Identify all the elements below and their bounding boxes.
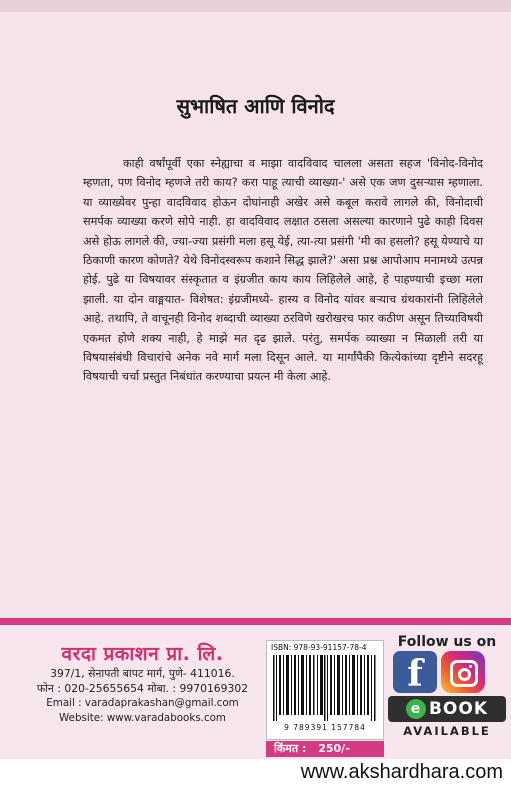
price-tag xyxy=(266,741,384,757)
isbn-label: ISBN: 978-93-91157-78-4 xyxy=(271,643,367,652)
instagram-icon xyxy=(441,651,485,693)
blurb-paragraph: काही वर्षांपूर्वी एका स्नेह्याचा व माझा वादविवाद चालला असता सहज 'विनोद-विनोद म्हणता, पण विनोद म्हणजे तरी काय? करा पाहू त्याची व्याख्या-' असे एक जण दुसऱ्यास म्हणाला. या व्याख्येवर पुन्हा वादविवाद होऊन दोघांनाही अखेर असे कबूल करावे लागले की, विनोदाची समर्पक व्याख्या करणे सोपे नाही. हा वादविवाद लक्षात ठसला असल्या कारणाने पुढे काही दिवस असे होऊ लागले की, ज्या-ज्या प्रसंगी मला हसू येई, त्या-त्या प्रसंगी 'मी का हसलो? हसू येण्याचे या ठिकाणी कारण कोणते? येथे विनोदस्वरूप कशाने सिद्ध झाले?' असा प्रश्न आपोआप मनामध्ये उत्पन्न होई. पुढे या विषयावर संस्कृतात व इंग्रजीत काय काय लिहिलेले आहे, हे पाहण्याची इच्छा मला झाली. या दोन वाङ्मयात- विशेषत: इंग्रजीमध्ये- हास्य व विनोद यांवर बऱ्याच ग्रंथकारांनी लिहिलेले आहे. तथापि, ते वाचूनही विनोद शब्दाची व्याख्या ठरविणे खरोखरच फार कठीण असून तिच्याविषयी एकमत होणे शक्य नाही, हे माझे मत दृढ झाले. परंतु, समर्पक व्याख्या न मिळाली तरी या विषयासंबंधी विचारांचे अनेक नवे मार्ग मला दिसून आले. या मार्गांपैकी कित्येकांच्या दृष्टीने सदरहू विषयाची चर्चा प्रस्तुत निबंधांत करण्याचा प्रयत्न मी केला आहे. xyxy=(83,157,483,384)
available-label: AVAILABLE xyxy=(403,724,491,738)
facebook-icon: f xyxy=(393,651,437,693)
site-footer xyxy=(0,759,511,786)
pink-divider xyxy=(0,618,511,625)
follow-us-label: Follow us on xyxy=(397,634,497,650)
publisher-phone: फोन : 020-25655654 मोबा. : 9970169302 xyxy=(36,682,249,695)
publisher-name: वरदा प्रकाशन प्रा. लि. xyxy=(61,643,224,665)
ebook-badge xyxy=(388,696,506,722)
ebook-label: BOOK xyxy=(428,699,489,719)
barcode-number: 9 789391 157784 xyxy=(284,723,366,732)
barcode-icon xyxy=(273,655,377,721)
ebook-e-icon: e xyxy=(406,699,426,719)
barcode-box xyxy=(266,640,384,740)
book-title: सुभाषित आणि विनोद xyxy=(176,94,335,118)
top-strip xyxy=(0,0,511,12)
site-url: www.akshardhara.com xyxy=(300,761,503,783)
publisher-block xyxy=(30,640,255,726)
price-label: किंमत : xyxy=(274,742,307,755)
publisher-address: 397/1, सेनापती बापट मार्ग, पुणे- 411016. xyxy=(50,667,235,680)
price-value: 250/- xyxy=(318,742,350,755)
publisher-email: Email : varadaprakashan@gmail.com xyxy=(46,697,239,709)
publisher-website: Website: www.varadabooks.com xyxy=(59,712,226,724)
blurb xyxy=(83,154,483,387)
